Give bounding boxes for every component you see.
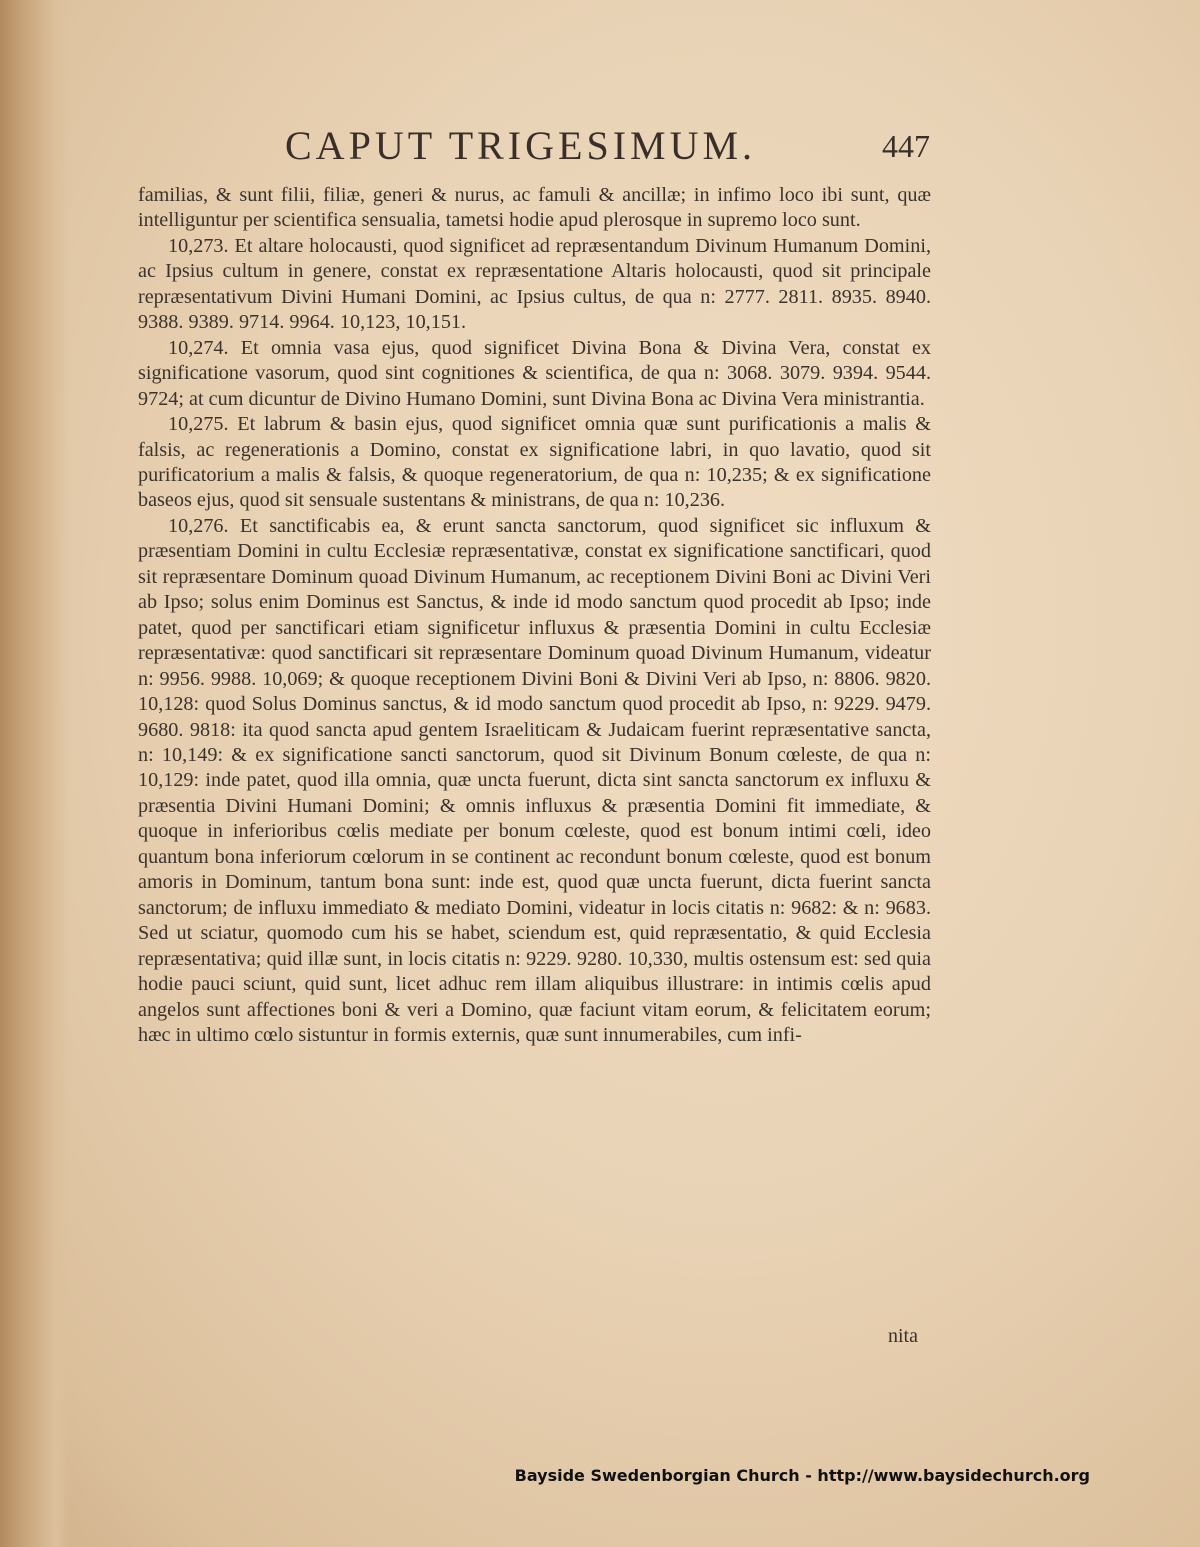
- footer-credit: Bayside Swedenborgian Church - http://www.baysidechurch.org: [514, 1466, 1090, 1485]
- body-text: [138, 183, 931, 1048]
- paragraph: 10,274. Et omnia vasa ejus, quod significet Divina Bona & Divina Vera, constat ex significatione vasorum, quod sint cognitiones & scientifica, de qua n: 3068. 3079. 9394. 9544. 9724; at cum dicuntur de Divino Humano Domini, sunt Divina Bona ac Divina Vera ministrantia.: [138, 336, 931, 410]
- paragraph: 10,273. Et altare holocausti, quod significet ad repræsentandum Divinum Humanum Domini, ac Ipsius cultum in genere, constat ex repræsentatione Altaris holocausti, quod sit principale repræsentativum Divini Humani Domini, ac Ipsius cultus, de qua n: 2777. 2811. 8935. 8940. 9388. 9389. 9714. 9964. 10,123, 10,151.: [138, 234, 931, 334]
- page-gutter-shadow: [0, 0, 70, 1547]
- paragraph: 10,275. Et labrum & basin ejus, quod significet omnia quæ sunt purificationis a malis & falsis, ac regenerationis a Domino, constat ex significatione labri, in quo lavatio, quod sit purificatorium a malis & falsis, & quoque regeneratorium, de qua n: 10,235; & ex significatione baseos ejus, quod sit sensuale sustentans & ministrans, de qua n: 10,236.: [138, 413, 931, 512]
- page-number: 447: [882, 128, 930, 164]
- paragraph: familias, & sunt filii, filiæ, generi & nurus, ac famuli & ancillæ; in infimo loco ibi sunt, quæ intelliguntur per scientifica sensualia, tametsi hodie apud plerosque in supremo loco sunt.: [138, 184, 931, 232]
- running-title: CAPUT TRIGESIMUM.: [285, 123, 757, 168]
- running-head: [140, 122, 930, 182]
- catchword: nita: [888, 1325, 918, 1347]
- paragraph: 10,276. Et sanctificabis ea, & erunt sancta sanctorum, quod significet sic influxum & præsentiam Domini in cultu Ecclesiæ repræsentativæ, constat ex significatione sanctificari, quod sit repræsentare Dominum quoad Divinum Humanum, ac receptionem Divini Boni ac Divini Veri ab Ipso; solus enim Dominus est Sanctus, & inde id modo sanctum quod procedit ab Ipso; inde patet, quod per sanctificari etiam significetur influxus & præsentia Domini in cultu Ecclesiæ repræsentativæ: quod sanctificari sit repræsentare Dominum quoad Divinum Humanum, videatur n: 9956. 9988. 10,069; & quoque receptionem Divini Boni & Divini Veri ab Ipso, n: 8806. 9820. 10,128: quod Solus Dominus sanctus, & id modo sanctum quod procedit ab Ipso, n: 9229. 9479. 9680. 9818: ita quod sancta apud gentem Israeliticam & Judaicam fuerint repræsentative sancta, n: 10,149: & ex significatione sancti sanctorum, quod sit Divinum Bonum cœleste, de qua n: 10,129: inde patet, quod illa omnia, quæ uncta fuerunt, dicta sint sancta sanctorum ex influxu & præsentia Divini Humani Domini; & omnis influxus & præsentia Domini fit immediate, & quoque in inferioribus cœlis mediate per bonum cœleste, quod est bonum intimi cœli, ideo quantum bona inferiorum cœlorum in se continent ac recondunt bonum cœleste, quod est bonum amoris in Dominum, tantum bona sunt: inde est, quod quæ uncta fuerunt, dicta fuerint sancta sanctorum; de influxu immediato & mediato Domini, videatur in locis citatis n: 9682: & n: 9683. Sed ut sciatur, quomodo cum his se habet, sciendum est, quid repræsentatio, & quid Ecclesia repræsentativa; quid illæ sunt, in locis citatis n: 9229. 9280. 10,330, multis ostensum est: sed quia hodie pauci sciunt, quid sunt, licet adhuc rem illam aliquibus illustrare: in intimis cœlis apud angelos sunt affectiones boni & veri a Domino, quæ faciunt vitam eorum, & felicitatem eorum; hæc in ultimo cœlo sistuntur in formis externis, quæ sunt innumerabiles, cum infi-: [138, 514, 931, 1046]
